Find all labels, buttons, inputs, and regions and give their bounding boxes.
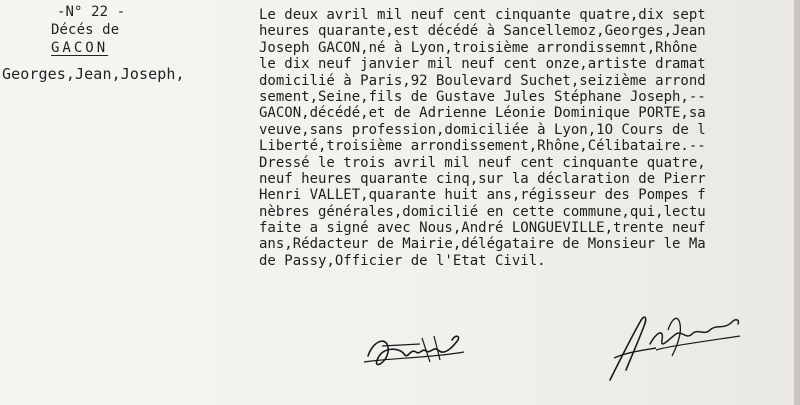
surname: GACON [51, 40, 109, 56]
record-line: Liberté,troisième arrondissement,Rhône,Célibataire.-- [259, 138, 706, 155]
record-number: -N° 22 - [57, 4, 126, 20]
officer-signature [600, 300, 750, 390]
record-line: nèbres générales,domicilié en cette commune,qui,lectu [259, 203, 706, 220]
deces-label: Décés de [51, 22, 120, 38]
record-line: heures quarante,est décédé à Sancellemoz,Georges,Jean [259, 23, 706, 40]
record-line: faite a signé avec Nous,André LONGUEVILLE,trente neuf [259, 220, 706, 237]
record-line: Dressé le trois avril mil neuf cent cinquante quatre, [259, 154, 706, 171]
death-record-text [259, 7, 795, 269]
record-line: le dix neuf janvier mil neuf cent onze,artiste dramat [259, 56, 706, 73]
record-line: veuve,sans profession,domiciliée à Lyon,1O Cours de l [259, 121, 706, 138]
record-line: domicilié à Paris,92 Boulevard Suchet,seizième arrond [259, 72, 706, 89]
record-line: sement,Seine,fils de Gustave Jules Stéphane Joseph,-- [259, 88, 706, 105]
record-line: Joseph GACON,né à Lyon,troisième arrondissemnt,Rhône [259, 39, 698, 56]
record-line: Le deux avril mil neuf cent cinquante quatre,dix sept [259, 7, 706, 23]
record-line: GACON,décédé,et de Adrienne Léonie Dominique PORTE,sa [259, 105, 706, 122]
record-line: Henri VALLET,quarante huit ans,régisseur des Pompes f [259, 187, 706, 204]
record-line: neuf heures quarante cinq,sur la déclaration de Pierr [259, 170, 706, 187]
declarant-signature [360, 318, 470, 378]
record-line: ans,Rédacteur de Mairie,délégataire de Monsieur le Ma [259, 236, 706, 253]
given-names: Georges,Jean,Joseph, [2, 65, 185, 83]
record-line: de Passy,Officier de l'Etat Civil. [259, 252, 546, 269]
